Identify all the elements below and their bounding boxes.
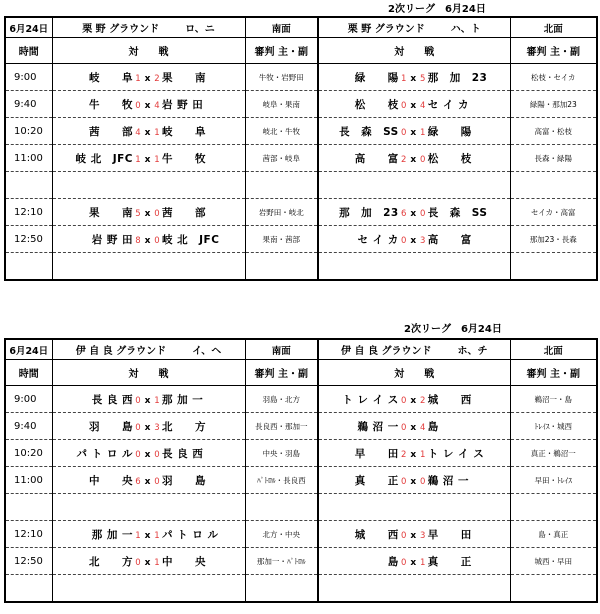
away-team: 高 富 bbox=[427, 233, 472, 246]
versus-mark: x bbox=[410, 476, 417, 487]
match-cell bbox=[318, 64, 510, 91]
home-team: 早 田 bbox=[354, 447, 399, 460]
col-time: 時間 bbox=[5, 38, 52, 64]
versus-mark: x bbox=[410, 557, 417, 568]
court-names: イ、ヘ bbox=[192, 346, 222, 357]
ground-left-cell bbox=[52, 339, 245, 360]
ground-right-cell bbox=[318, 339, 510, 360]
referee-cell bbox=[245, 172, 318, 199]
match-cell bbox=[52, 253, 245, 281]
header-row bbox=[5, 339, 597, 360]
away-team: 那 加 一 bbox=[162, 393, 204, 406]
versus-mark: x bbox=[144, 530, 151, 541]
home-score: 0 bbox=[401, 476, 407, 487]
home-score: 0 bbox=[135, 100, 141, 111]
home-score: 0 bbox=[401, 422, 407, 433]
time-cell: 12:50 bbox=[5, 548, 52, 575]
match-row bbox=[5, 494, 597, 521]
away-score: 1 bbox=[154, 395, 160, 406]
time-cell: 12:50 bbox=[5, 226, 52, 253]
versus-mark: x bbox=[410, 100, 417, 111]
face-left: 南面 bbox=[245, 17, 318, 38]
home-score: 0 bbox=[401, 530, 407, 541]
versus-mark: x bbox=[410, 395, 417, 406]
home-score: 0 bbox=[401, 127, 407, 138]
versus-mark: x bbox=[144, 127, 151, 138]
time-cell: 9:00 bbox=[5, 386, 52, 413]
home-score: 0 bbox=[401, 100, 407, 111]
home-team: 長 森 SS bbox=[339, 125, 399, 138]
time-cell bbox=[5, 253, 52, 281]
referee-cell: 果南・茜部 bbox=[245, 226, 318, 253]
away-team: 岩 野 田 bbox=[162, 98, 204, 111]
home-team: 中 央 bbox=[89, 474, 133, 487]
match-row bbox=[5, 64, 597, 91]
home-team: 城 西 bbox=[354, 528, 399, 541]
versus-mark: x bbox=[144, 395, 151, 406]
schedule-table-kurino bbox=[4, 16, 598, 281]
match-cell bbox=[318, 575, 510, 603]
match-cell bbox=[52, 199, 245, 226]
home-team: 長 良 西 bbox=[91, 393, 133, 406]
match-cell bbox=[318, 118, 510, 145]
match-row bbox=[5, 118, 597, 145]
away-team: 中 央 bbox=[162, 555, 206, 568]
time-cell: 12:10 bbox=[5, 199, 52, 226]
referee-cell: 長良西・那加一 bbox=[245, 413, 318, 440]
date-cell: 6月24日 bbox=[5, 17, 52, 38]
match-cell bbox=[52, 172, 245, 199]
home-team: 那 加 23 bbox=[339, 206, 399, 219]
match-cell bbox=[318, 199, 510, 226]
referee-cell: ﾄﾚｲｽ・城西 bbox=[510, 413, 597, 440]
match-cell bbox=[318, 253, 510, 281]
referee-cell bbox=[510, 494, 597, 521]
away-team: ト レ イ ス bbox=[427, 447, 485, 460]
versus-mark: x bbox=[144, 73, 151, 84]
col-ref: 審判 主・副 bbox=[510, 360, 597, 386]
match-row bbox=[5, 575, 597, 603]
home-score: 0 bbox=[135, 422, 141, 433]
column-header-row bbox=[5, 38, 597, 64]
referee-cell: 真正・鵜沼一 bbox=[510, 440, 597, 467]
match-row bbox=[5, 199, 597, 226]
home-score: 1 bbox=[401, 73, 407, 84]
home-team: 鵜 沼 一 bbox=[357, 420, 399, 433]
referee-cell: 松枝・セイカ bbox=[510, 64, 597, 91]
home-team: 島 bbox=[387, 555, 399, 568]
time-cell: 12:10 bbox=[5, 521, 52, 548]
versus-mark: x bbox=[144, 449, 151, 460]
referee-cell bbox=[245, 253, 318, 281]
match-cell bbox=[52, 118, 245, 145]
away-team: 真 正 bbox=[427, 555, 472, 568]
schedule-table-ijira bbox=[4, 338, 598, 603]
versus-mark: x bbox=[410, 449, 417, 460]
match-cell bbox=[52, 575, 245, 603]
referee-cell: 那加23・長森 bbox=[510, 226, 597, 253]
away-team: 茜 部 bbox=[162, 206, 206, 219]
away-team: 那 加 23 bbox=[427, 71, 488, 84]
away-score: 1 bbox=[154, 127, 160, 138]
referee-cell: 緑陽・那加23 bbox=[510, 91, 597, 118]
referee-cell: 城西・早田 bbox=[510, 548, 597, 575]
referee-cell: 高富・松枝 bbox=[510, 118, 597, 145]
away-score: 4 bbox=[420, 100, 426, 111]
home-team: 岩 野 田 bbox=[91, 233, 133, 246]
league-title: 2次リーグ 6月24日 bbox=[388, 4, 486, 15]
home-team: 羽 島 bbox=[89, 420, 133, 433]
court-names: ホ、チ bbox=[457, 346, 488, 357]
time-cell: 9:40 bbox=[5, 413, 52, 440]
ground-name: 栗 野 グラウンド bbox=[82, 24, 160, 35]
referee-cell: 羽島・北方 bbox=[245, 386, 318, 413]
ground-left-cell bbox=[52, 17, 245, 38]
away-team: パ ト ロ ル bbox=[162, 528, 219, 541]
versus-mark: x bbox=[144, 208, 151, 219]
home-score: 4 bbox=[135, 127, 141, 138]
referee-cell: 那加一・ﾊﾟﾄﾛﾙ bbox=[245, 548, 318, 575]
away-score: 1 bbox=[420, 557, 426, 568]
away-team: 牛 牧 bbox=[162, 152, 206, 165]
away-score: 4 bbox=[420, 422, 426, 433]
away-score: 5 bbox=[420, 73, 426, 84]
versus-mark: x bbox=[410, 422, 417, 433]
face-right: 北面 bbox=[510, 17, 597, 38]
referee-cell: 早田・ﾄﾚｲｽ bbox=[510, 467, 597, 494]
col-match: 対 戦 bbox=[52, 360, 245, 386]
away-score: 0 bbox=[420, 208, 426, 219]
home-team: 松 枝 bbox=[354, 98, 399, 111]
away-team: セ イ カ bbox=[427, 98, 470, 111]
home-team: ト レ イ ス bbox=[342, 393, 399, 406]
versus-mark: x bbox=[144, 100, 151, 111]
away-score: 3 bbox=[420, 235, 426, 246]
referee-cell: 鵜沼一・島 bbox=[510, 386, 597, 413]
col-match: 対 戦 bbox=[318, 360, 510, 386]
away-team: 早 田 bbox=[427, 528, 472, 541]
home-team: パ ト ロ ル bbox=[76, 447, 133, 460]
match-row bbox=[5, 440, 597, 467]
home-team: 茜 部 bbox=[89, 125, 133, 138]
time-cell: 11:00 bbox=[5, 467, 52, 494]
home-team: セ イ カ bbox=[357, 233, 399, 246]
match-cell bbox=[52, 467, 245, 494]
col-time: 時間 bbox=[5, 360, 52, 386]
home-team: 果 南 bbox=[89, 206, 133, 219]
away-score: 2 bbox=[420, 395, 426, 406]
time-cell bbox=[5, 494, 52, 521]
away-team: 岐 北 JFC bbox=[162, 233, 220, 246]
match-row bbox=[5, 91, 597, 118]
referee-cell: 岐阜・果南 bbox=[245, 91, 318, 118]
match-row bbox=[5, 521, 597, 548]
referee-cell bbox=[510, 575, 597, 603]
home-score: 6 bbox=[401, 208, 407, 219]
col-ref: 審判 主・副 bbox=[245, 360, 318, 386]
versus-mark: x bbox=[410, 127, 417, 138]
face-left: 南面 bbox=[245, 339, 318, 360]
time-cell: 11:00 bbox=[5, 145, 52, 172]
match-row bbox=[5, 413, 597, 440]
match-row bbox=[5, 145, 597, 172]
match-cell bbox=[52, 413, 245, 440]
referee-cell bbox=[510, 172, 597, 199]
away-team: 羽 島 bbox=[162, 474, 206, 487]
home-score: 6 bbox=[135, 476, 141, 487]
referee-cell bbox=[245, 494, 318, 521]
match-row bbox=[5, 386, 597, 413]
versus-mark: x bbox=[144, 235, 151, 246]
home-score: 1 bbox=[135, 154, 141, 165]
versus-mark: x bbox=[144, 422, 151, 433]
home-team: 岐 北 JFC bbox=[75, 152, 133, 165]
header-row bbox=[5, 17, 597, 38]
col-ref: 審判 主・副 bbox=[245, 38, 318, 64]
match-cell bbox=[318, 440, 510, 467]
versus-mark: x bbox=[144, 557, 151, 568]
court-names: ハ、ト bbox=[450, 24, 481, 35]
match-row bbox=[5, 253, 597, 281]
home-team: 牛 牧 bbox=[89, 98, 133, 111]
referee-cell bbox=[245, 575, 318, 603]
away-score: 0 bbox=[420, 476, 426, 487]
time-cell: 9:40 bbox=[5, 91, 52, 118]
match-cell bbox=[52, 64, 245, 91]
match-cell bbox=[52, 494, 245, 521]
ground-right-cell bbox=[318, 17, 510, 38]
home-score: 1 bbox=[135, 530, 141, 541]
home-score: 8 bbox=[135, 235, 141, 246]
home-team: 真 正 bbox=[354, 474, 399, 487]
home-score: 0 bbox=[135, 395, 141, 406]
court-names: ロ、ニ bbox=[185, 24, 215, 35]
away-score: 3 bbox=[420, 530, 426, 541]
time-cell: 9:00 bbox=[5, 64, 52, 91]
match-cell bbox=[318, 494, 510, 521]
away-team: 長 良 西 bbox=[162, 447, 204, 460]
time-cell: 10:20 bbox=[5, 440, 52, 467]
referee-cell: 中央・羽島 bbox=[245, 440, 318, 467]
home-score: 2 bbox=[401, 449, 407, 460]
home-score: 0 bbox=[135, 557, 141, 568]
home-score: 0 bbox=[401, 557, 407, 568]
home-team: 高 富 bbox=[354, 152, 399, 165]
match-cell bbox=[52, 145, 245, 172]
match-cell bbox=[318, 413, 510, 440]
referee-cell: 島・真正 bbox=[510, 521, 597, 548]
versus-mark: x bbox=[410, 208, 417, 219]
home-score: 2 bbox=[401, 154, 407, 165]
match-cell bbox=[52, 521, 245, 548]
home-score: 1 bbox=[135, 73, 141, 84]
away-team: 果 南 bbox=[162, 71, 206, 84]
away-score: 0 bbox=[154, 449, 160, 460]
away-score: 0 bbox=[154, 208, 160, 219]
away-score: 3 bbox=[154, 422, 160, 433]
versus-mark: x bbox=[410, 73, 417, 84]
match-cell bbox=[318, 548, 510, 575]
away-score: 1 bbox=[420, 127, 426, 138]
versus-mark: x bbox=[410, 154, 417, 165]
versus-mark: x bbox=[144, 476, 151, 487]
time-cell bbox=[5, 172, 52, 199]
referee-cell: ﾊﾟﾄﾛﾙ・長良西 bbox=[245, 467, 318, 494]
match-cell bbox=[52, 91, 245, 118]
match-cell bbox=[318, 145, 510, 172]
match-cell bbox=[52, 386, 245, 413]
away-team: 鵜 沼 一 bbox=[427, 474, 470, 487]
match-row bbox=[5, 226, 597, 253]
match-cell bbox=[52, 548, 245, 575]
match-row bbox=[5, 172, 597, 199]
versus-mark: x bbox=[410, 530, 417, 541]
away-team: 長 森 SS bbox=[427, 206, 488, 219]
match-cell bbox=[318, 226, 510, 253]
ground-name: 伊 自 良 グラウンド bbox=[75, 346, 167, 357]
column-header-row bbox=[5, 360, 597, 386]
away-score: 1 bbox=[154, 530, 160, 541]
ground-name: 栗 野 グラウンド bbox=[347, 24, 425, 35]
home-team: 那 加 一 bbox=[91, 528, 133, 541]
away-team: 北 方 bbox=[162, 420, 206, 433]
home-team: 岐 阜 bbox=[89, 71, 133, 84]
versus-mark: x bbox=[144, 154, 151, 165]
time-cell bbox=[5, 575, 52, 603]
league-title: 2次リーグ 6月24日 bbox=[404, 324, 502, 335]
referee-cell: 長森・緑陽 bbox=[510, 145, 597, 172]
home-score: 0 bbox=[135, 449, 141, 460]
referee-cell: 茜部・岐阜 bbox=[245, 145, 318, 172]
date-cell: 6月24日 bbox=[5, 339, 52, 360]
match-cell bbox=[318, 91, 510, 118]
referee-cell: セイカ・高富 bbox=[510, 199, 597, 226]
away-score: 4 bbox=[154, 100, 160, 111]
match-cell bbox=[318, 386, 510, 413]
home-score: 0 bbox=[401, 395, 407, 406]
away-team: 松 枝 bbox=[427, 152, 472, 165]
referee-cell: 牛牧・岩野田 bbox=[245, 64, 318, 91]
away-score: 1 bbox=[154, 557, 160, 568]
home-score: 5 bbox=[135, 208, 141, 219]
home-team: 北 方 bbox=[89, 555, 133, 568]
away-team: 岐 阜 bbox=[162, 125, 206, 138]
home-team: 緑 陽 bbox=[354, 71, 399, 84]
face-right: 北面 bbox=[510, 339, 597, 360]
away-score: 1 bbox=[154, 154, 160, 165]
match-cell bbox=[52, 440, 245, 467]
referee-cell bbox=[510, 253, 597, 281]
referee-cell: 北方・中央 bbox=[245, 521, 318, 548]
match-cell bbox=[52, 226, 245, 253]
away-score: 0 bbox=[420, 154, 426, 165]
away-team: 城 西 bbox=[427, 393, 472, 406]
match-row bbox=[5, 548, 597, 575]
versus-mark: x bbox=[410, 235, 417, 246]
away-team: 島 bbox=[427, 420, 439, 433]
referee-cell: 岐北・牛牧 bbox=[245, 118, 318, 145]
time-cell: 10:20 bbox=[5, 118, 52, 145]
match-cell bbox=[318, 521, 510, 548]
away-score: 0 bbox=[154, 476, 160, 487]
ground-name: 伊 自 良 グラウンド bbox=[341, 346, 432, 357]
away-score: 1 bbox=[420, 449, 426, 460]
away-score: 2 bbox=[154, 73, 160, 84]
col-match: 対 戦 bbox=[318, 38, 510, 64]
away-score: 0 bbox=[154, 235, 160, 246]
match-cell bbox=[318, 467, 510, 494]
referee-cell: 岩野田・岐北 bbox=[245, 199, 318, 226]
col-match: 対 戦 bbox=[52, 38, 245, 64]
match-row bbox=[5, 467, 597, 494]
home-score: 0 bbox=[401, 235, 407, 246]
col-ref: 審判 主・副 bbox=[510, 38, 597, 64]
match-cell bbox=[318, 172, 510, 199]
away-team: 緑 陽 bbox=[427, 125, 472, 138]
